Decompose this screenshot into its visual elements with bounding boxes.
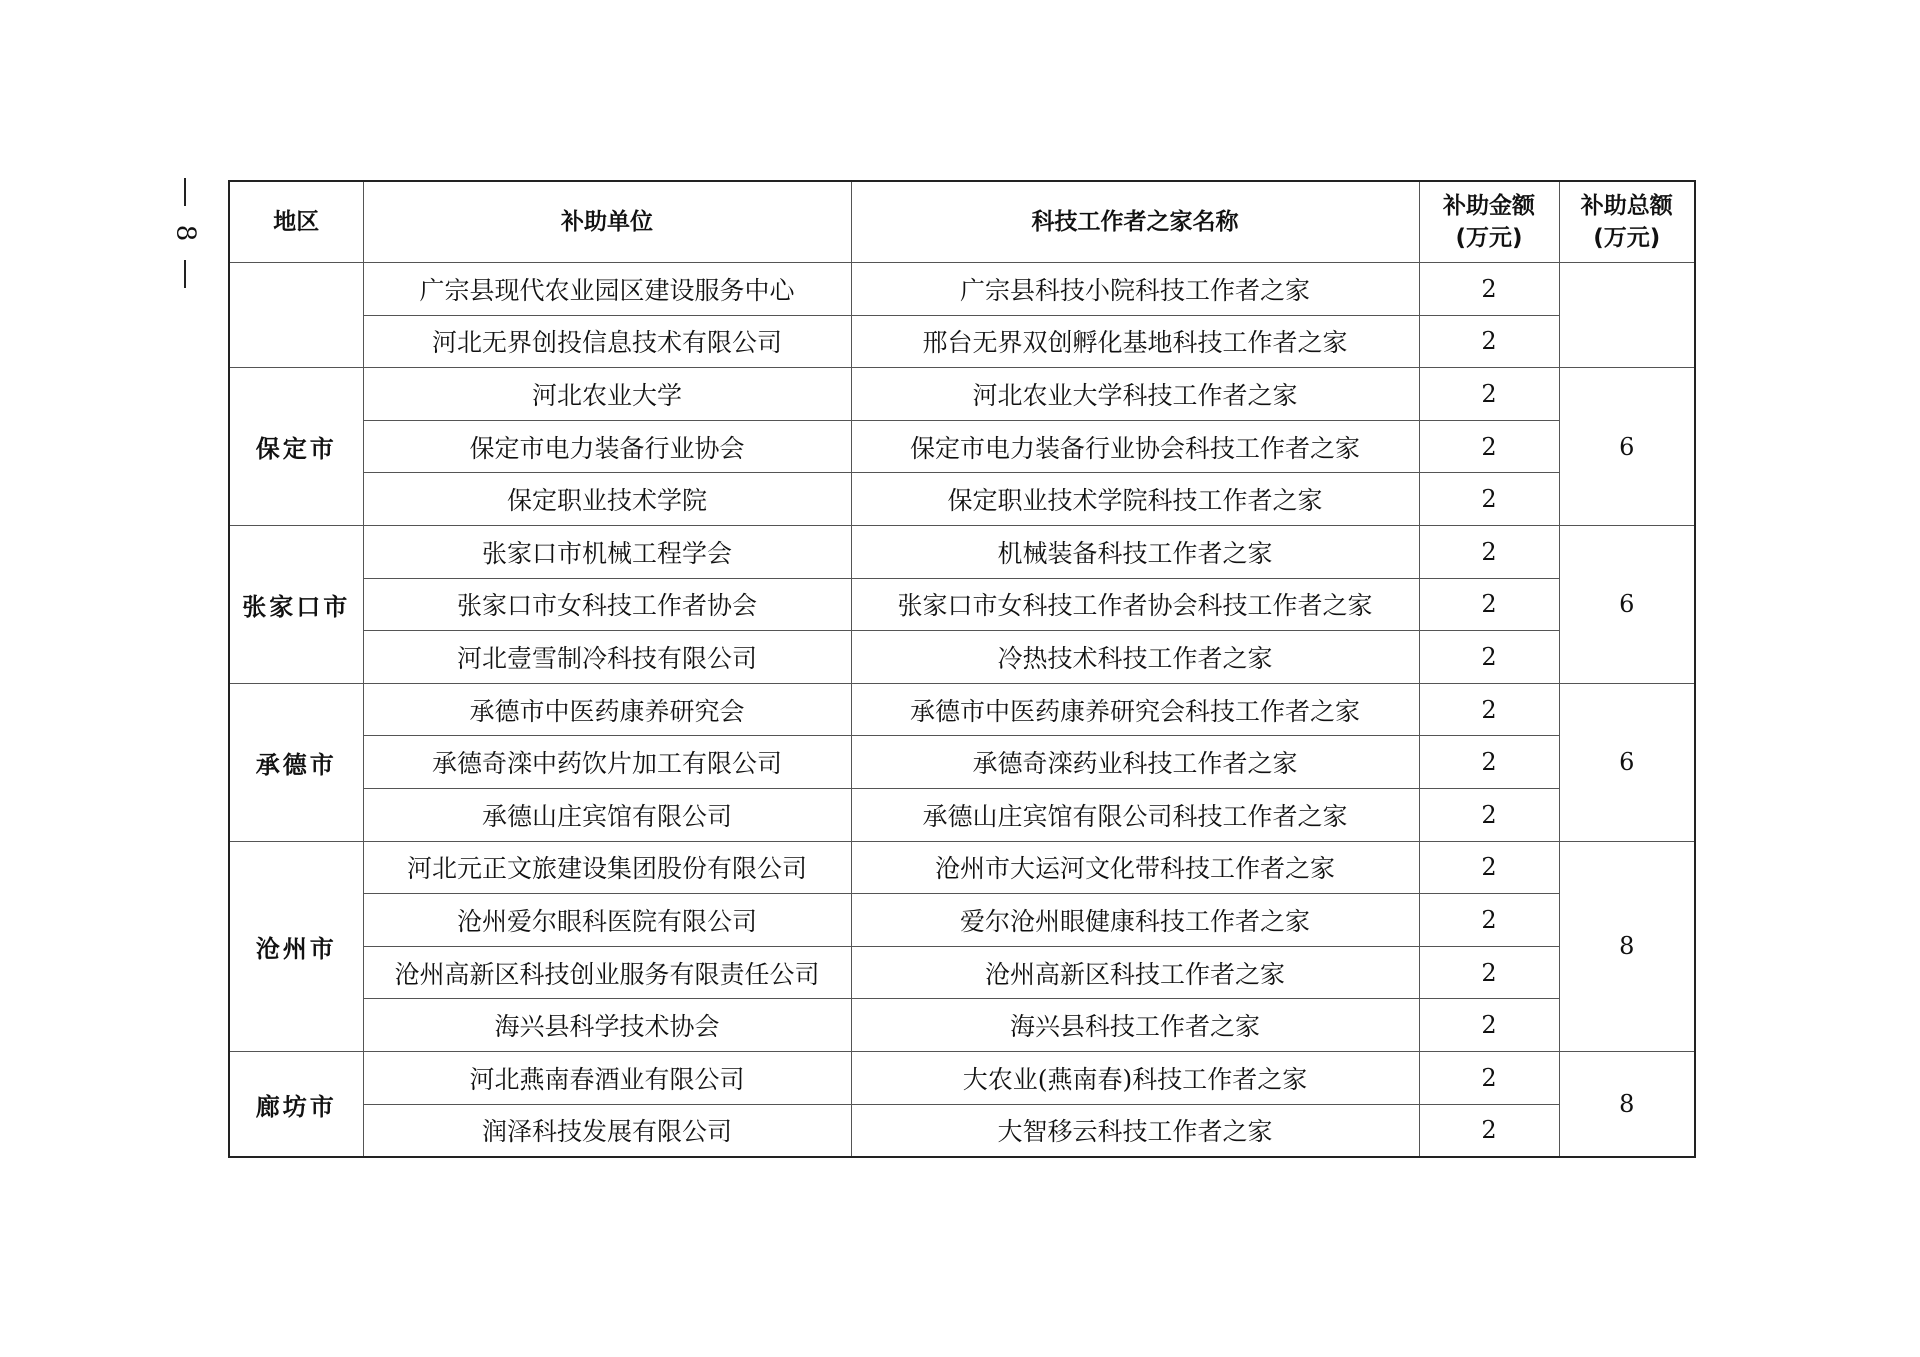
region-cell: 承德市 bbox=[229, 683, 363, 841]
amount-cell: 2 bbox=[1419, 788, 1559, 841]
unit-cell: 承德山庄宾馆有限公司 bbox=[363, 788, 851, 841]
table-row bbox=[229, 1104, 1695, 1157]
unit-cell: 河北燕南春酒业有限公司 bbox=[363, 1051, 851, 1104]
page-number-dash-bottom bbox=[184, 260, 186, 288]
home-name-cell: 承德奇滦药业科技工作者之家 bbox=[851, 736, 1419, 789]
unit-cell: 海兴县科学技术协会 bbox=[363, 999, 851, 1052]
amount-cell: 2 bbox=[1419, 1051, 1559, 1104]
unit-cell: 河北壹雪制冷科技有限公司 bbox=[363, 631, 851, 684]
table-row bbox=[229, 841, 1695, 894]
home-name-cell: 承德市中医药康养研究会科技工作者之家 bbox=[851, 683, 1419, 736]
home-name-cell: 机械装备科技工作者之家 bbox=[851, 525, 1419, 578]
amount-cell: 2 bbox=[1419, 1104, 1559, 1157]
header-total-unit: (万元) bbox=[1593, 225, 1661, 251]
page-number-marker bbox=[169, 178, 200, 290]
header-total-label: 补助总额 bbox=[1580, 192, 1673, 219]
table-row bbox=[229, 578, 1695, 631]
home-name-cell: 河北农业大学科技工作者之家 bbox=[851, 368, 1419, 421]
table-row bbox=[229, 631, 1695, 684]
page-number-dash-top bbox=[184, 178, 186, 206]
total-cell: 6 bbox=[1559, 525, 1695, 683]
table-row bbox=[229, 420, 1695, 473]
amount-cell: 2 bbox=[1419, 999, 1559, 1052]
unit-cell: 张家口市机械工程学会 bbox=[363, 525, 851, 578]
amount-cell: 2 bbox=[1419, 683, 1559, 736]
region-cell: 保定市 bbox=[229, 368, 363, 526]
total-cell: 8 bbox=[1559, 841, 1695, 1051]
unit-cell: 保定市电力装备行业协会 bbox=[363, 420, 851, 473]
region-cell: 沧州市 bbox=[229, 841, 363, 1051]
amount-cell: 2 bbox=[1419, 263, 1559, 316]
home-name-cell: 沧州高新区科技工作者之家 bbox=[851, 946, 1419, 999]
header-amount-label: 补助金额 bbox=[1443, 192, 1535, 219]
home-name-cell: 海兴县科技工作者之家 bbox=[851, 999, 1419, 1052]
amount-cell: 2 bbox=[1419, 473, 1559, 526]
table-row bbox=[229, 946, 1695, 999]
table-row bbox=[229, 1051, 1695, 1104]
table-row bbox=[229, 736, 1695, 789]
total-cell: 6 bbox=[1559, 683, 1695, 841]
amount-cell: 2 bbox=[1419, 631, 1559, 684]
header-row bbox=[229, 181, 1695, 263]
table-row bbox=[229, 999, 1695, 1052]
table-row bbox=[229, 683, 1695, 736]
subsidy-table bbox=[228, 180, 1696, 1158]
total-cell: 8 bbox=[1559, 1051, 1695, 1157]
amount-cell: 2 bbox=[1419, 420, 1559, 473]
table-row bbox=[229, 368, 1695, 421]
home-name-cell: 冷热技术科技工作者之家 bbox=[851, 631, 1419, 684]
page-number: 8 bbox=[169, 224, 200, 242]
amount-cell: 2 bbox=[1419, 736, 1559, 789]
unit-cell: 河北农业大学 bbox=[363, 368, 851, 421]
home-name-cell: 沧州市大运河文化带科技工作者之家 bbox=[851, 841, 1419, 894]
home-name-cell: 爱尔沧州眼健康科技工作者之家 bbox=[851, 894, 1419, 947]
table-row bbox=[229, 263, 1695, 316]
table-row bbox=[229, 894, 1695, 947]
region-cell bbox=[229, 263, 363, 368]
amount-cell: 2 bbox=[1419, 578, 1559, 631]
header-home-name: 科技工作者之家名称 bbox=[851, 181, 1419, 263]
unit-cell: 保定职业技术学院 bbox=[363, 473, 851, 526]
table-body bbox=[229, 263, 1695, 1158]
header-total bbox=[1559, 181, 1695, 263]
home-name-cell: 大智移云科技工作者之家 bbox=[851, 1104, 1419, 1157]
amount-cell: 2 bbox=[1419, 368, 1559, 421]
unit-cell: 广宗县现代农业园区建设服务中心 bbox=[363, 263, 851, 316]
unit-cell: 承德奇滦中药饮片加工有限公司 bbox=[363, 736, 851, 789]
amount-cell: 2 bbox=[1419, 315, 1559, 368]
unit-cell: 沧州高新区科技创业服务有限责任公司 bbox=[363, 946, 851, 999]
header-amount bbox=[1419, 181, 1559, 263]
amount-cell: 2 bbox=[1419, 525, 1559, 578]
table-row bbox=[229, 525, 1695, 578]
amount-cell: 2 bbox=[1419, 946, 1559, 999]
unit-cell: 河北元正文旅建设集团股份有限公司 bbox=[363, 841, 851, 894]
unit-cell: 河北无界创投信息技术有限公司 bbox=[363, 315, 851, 368]
region-cell: 廊坊市 bbox=[229, 1051, 363, 1157]
table-row bbox=[229, 315, 1695, 368]
region-cell: 张家口市 bbox=[229, 525, 363, 683]
home-name-cell: 保定市电力装备行业协会科技工作者之家 bbox=[851, 420, 1419, 473]
home-name-cell: 广宗县科技小院科技工作者之家 bbox=[851, 263, 1419, 316]
table-row bbox=[229, 788, 1695, 841]
header-unit: 补助单位 bbox=[363, 181, 851, 263]
unit-cell: 张家口市女科技工作者协会 bbox=[363, 578, 851, 631]
total-cell bbox=[1559, 263, 1695, 368]
home-name-cell: 保定职业技术学院科技工作者之家 bbox=[851, 473, 1419, 526]
unit-cell: 沧州爱尔眼科医院有限公司 bbox=[363, 894, 851, 947]
header-amount-unit: (万元) bbox=[1455, 225, 1523, 251]
amount-cell: 2 bbox=[1419, 841, 1559, 894]
amount-cell: 2 bbox=[1419, 894, 1559, 947]
home-name-cell: 大农业(燕南春)科技工作者之家 bbox=[851, 1051, 1419, 1104]
header-region: 地区 bbox=[229, 181, 363, 263]
table-row bbox=[229, 473, 1695, 526]
home-name-cell: 承德山庄宾馆有限公司科技工作者之家 bbox=[851, 788, 1419, 841]
home-name-cell: 张家口市女科技工作者协会科技工作者之家 bbox=[851, 578, 1419, 631]
home-name-cell: 邢台无界双创孵化基地科技工作者之家 bbox=[851, 315, 1419, 368]
unit-cell: 承德市中医药康养研究会 bbox=[363, 683, 851, 736]
unit-cell: 润泽科技发展有限公司 bbox=[363, 1104, 851, 1157]
total-cell: 6 bbox=[1559, 368, 1695, 526]
